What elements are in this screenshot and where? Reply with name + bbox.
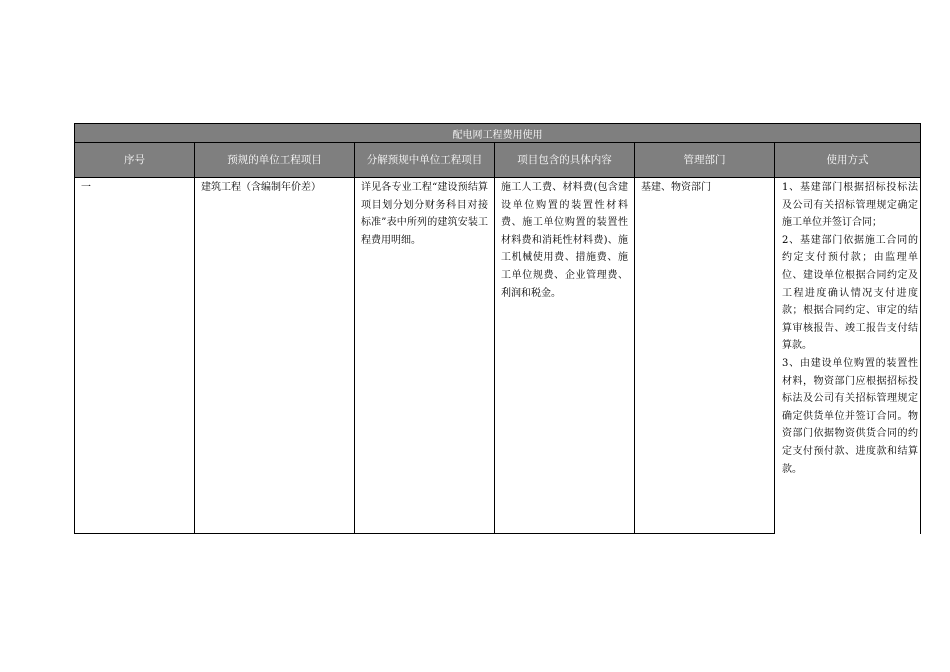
usage-list [775,178,920,478]
unit-project-text: 建筑工程（含编制年价差） [201,182,321,193]
cell-breakdown [355,178,495,534]
seq-text: 一 [81,182,91,193]
header-usage: 使用方式 [775,143,921,178]
header-content: 项目包含的具体内容 [495,143,635,178]
department-text: 基建、物资部门 [641,182,711,193]
cost-usage-table [74,123,921,534]
cell-unit-project [195,178,355,534]
table-title-row [75,124,921,143]
cell-department [635,178,775,534]
cell-content [495,178,635,534]
table-title: 配电网工程费用使用 [75,124,921,143]
header-department: 管理部门 [635,143,775,178]
content-text: 施工人工费、材料费(包含建设单位购置的装置性材料费、施工单位购置的装置性材料费和消耗性材料费)、施工机械使用费、措施费、施工单位规费、企业管理费、利润和税金。 [501,182,628,299]
usage-item-2: 2、基建部门依据施工合同的约定支付预付款；由监理单位、建设单位根据合同约定及工程进度确认情况支付进度款；根据合同约定、审定的结算审核报告、竣工报告支付结算款。 [782,234,919,352]
usage-item-1: 1、基建部门根据招标投标法及公司有关招标管理规定确定施工单位并签订合同； [782,182,919,229]
cell-usage [775,178,921,534]
table-header-row [75,143,921,178]
usage-item-3: 3、由建设单位购置的装置性材料，物资部门应根据招标投标法及公司有关招标管理规定确定供货单位并签订合同。物资部门依据物资供货合同的约定支付预付款、进度款和结算款。 [782,357,919,475]
breakdown-text: 详见各专业工程“建设预结算项目划分划分财务科目对接标准”表中所列的建筑安装工程费用明细。 [361,182,488,246]
table-row [75,178,921,534]
header-seq: 序号 [75,143,195,178]
cell-seq [75,178,195,534]
header-breakdown: 分解预规中单位工程项目 [355,143,495,178]
header-unit-project: 预规的单位工程项目 [195,143,355,178]
